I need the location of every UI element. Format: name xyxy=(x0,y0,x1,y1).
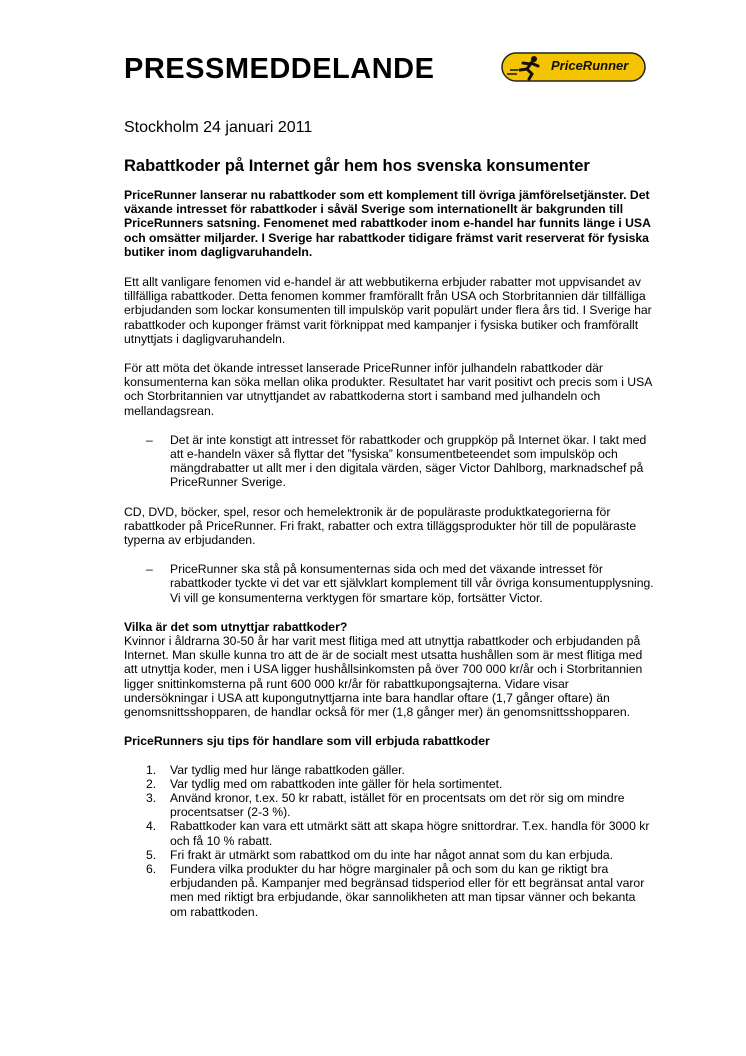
list-item xyxy=(124,777,654,791)
body-paragraph-2: För att möta det ökande intresset lanserade PriceRunner inför julhandeln rabattkoder där konsumenterna kan söka mellan olika produkter. Resultatet har varit positivt och precis som i USA och Storbritannien var utnyttjandet av rabattkoderna stort i samband med julhandeln och mellandagsrean. xyxy=(124,361,652,418)
list-number: 3. xyxy=(146,790,157,805)
section-heading-tips: PriceRunners sju tips för handlare som vill erbjuda rabattkoder xyxy=(124,734,490,749)
dateline: Stockholm 24 januari 2011 xyxy=(124,119,313,136)
list-number: 6. xyxy=(146,861,157,876)
list-text: Använd kronor, t.ex. 50 kr rabatt, istället för en procentsats om det rör sig om mindre procentsatser (2-3 %). xyxy=(170,790,625,820)
pricerunner-logo xyxy=(501,52,646,82)
list-number: 2. xyxy=(146,776,157,791)
quote-text: Det är inte konstigt att intresset för rabattkoder och gruppköp på Internet ökar. I takt med att e-handeln växer så flyttar det ”fysiska” konsumentbeteendet som impulsköp och mängdrabatter ut allt mer i den digitala värden, säger Victor Dahlborg, marknadschef på PriceRunner Sverige. xyxy=(170,432,647,490)
list-item xyxy=(124,819,654,847)
list-text: Fri frakt är utmärkt som rabattkod om du inte har något annat som du kan erbjuda. xyxy=(170,847,614,862)
quote-dash: – xyxy=(146,432,153,447)
list-text: Var tydlig med hur länge rabattkoden gäller. xyxy=(170,762,405,777)
list-item xyxy=(124,791,654,819)
page-title: PRESSMEDDELANDE xyxy=(124,53,435,85)
body-paragraph-3: CD, DVD, böcker, spel, resor och hemelektronik är de populäraste produktkategorierna för rabattkoder på PriceRunner. Fri frakt, rabatter och extra tilläggsprodukter hör till de populäraste typerna av erbjudanden. xyxy=(124,504,637,548)
document-body xyxy=(124,118,654,919)
lead-paragraph: PriceRunner lanserar nu rabattkoder som ett komplement till övriga jämförelsetjänster. Det växande intresset för rabattkoder i såväl Sverige som internationellt är bakgrunden till PriceRunners satsning. Fenomenet med rabattkoder inom e-handel har funnits länge i USA och omsätter miljarder. I Sverige har rabattkoder tidigare främst varit reserverat för fysiska butiker inom dagligvaruhandeln. xyxy=(124,188,651,259)
quote-text: PriceRunner ska stå på konsumenternas sida och med det växande intresset för rabattkoder tyckte vi det var ett självklart komplement till vår övriga konsumentupplysning. Vi vill ge konsumenterna verktygen för smartare köp, fortsätter Victor. xyxy=(170,562,654,605)
quote-dash: – xyxy=(146,562,153,577)
list-text: Rabattkoder kan vara ett utmärkt sätt att skapa högre snittordrar. T.ex. handla för 3000 kr och få 10 % rabatt. xyxy=(170,819,650,848)
section-heading-users: Vilka är det som utnyttjar rabattkoder? xyxy=(124,619,348,634)
tips-list xyxy=(124,763,654,919)
list-text: Var tydlig med om rabattkoden inte gäller för hela sortimentet. xyxy=(170,776,503,791)
quote-1 xyxy=(124,433,654,490)
list-item xyxy=(124,862,654,919)
list-item xyxy=(124,763,654,777)
list-number: 5. xyxy=(146,847,157,862)
section-body-users: Kvinnor i åldrarna 30-50 år har varit mest flitiga med att utnyttja rabattkoder och erbjudanden på Internet. Man skulle kunna tro att de är de socialt mest utsatta hushållen som är mest flitiga med att utnyttja koder, men i USA ligger hushållsinkomsten på över 700 000 kr/år och i Storbritannien ligger snittinkomsterna på runt 600 000 kr/år för rabattkupongsajterna. Vidare visar undersökningar i USA att kupongutnyttjarna inte bara handlar oftare (1,7 gånger oftare) än genomsnittsshopparen, de handlar också för mer (1,8 gånger mer) än genomsnittsshopparen. xyxy=(124,634,643,720)
list-number: 4. xyxy=(146,819,157,834)
body-paragraph-1: Ett allt vanligare fenomen vid e-handel är att webbutikerna erbjuder rabatter mot uppvisandet av tillfälliga rabattkoder. Detta fenomen kommer framförallt från USA och Storbritannien där tillfälliga erbjudanden som lockar konsumenten till impulsköp varit populärt under flera års tid. I Sverige har rabattkoder och kuponger främst varit förknippat med kampanjer i fysiska butiker och framförallt utnyttjats i dagligvaruhandeln. xyxy=(124,275,652,346)
headline: Rabattkoder på Internet går hem hos svenska konsumenter xyxy=(124,157,590,175)
quote-2 xyxy=(124,562,654,605)
list-number: 1. xyxy=(146,762,157,777)
list-item xyxy=(124,848,654,862)
page-header xyxy=(124,50,654,90)
list-text: Fundera vilka produkter du har högre marginaler på och som du kan ge riktigt bra erbjudanden på. Kampanjer med begränsad tidsperiod eller för ett begränsat antal varor men med riktigt bra erbjudande, ökar sannolikheten att man tipsar vänner och bekanta om rabattkoden. xyxy=(170,861,645,919)
logo-text: PriceRunner xyxy=(551,58,629,73)
